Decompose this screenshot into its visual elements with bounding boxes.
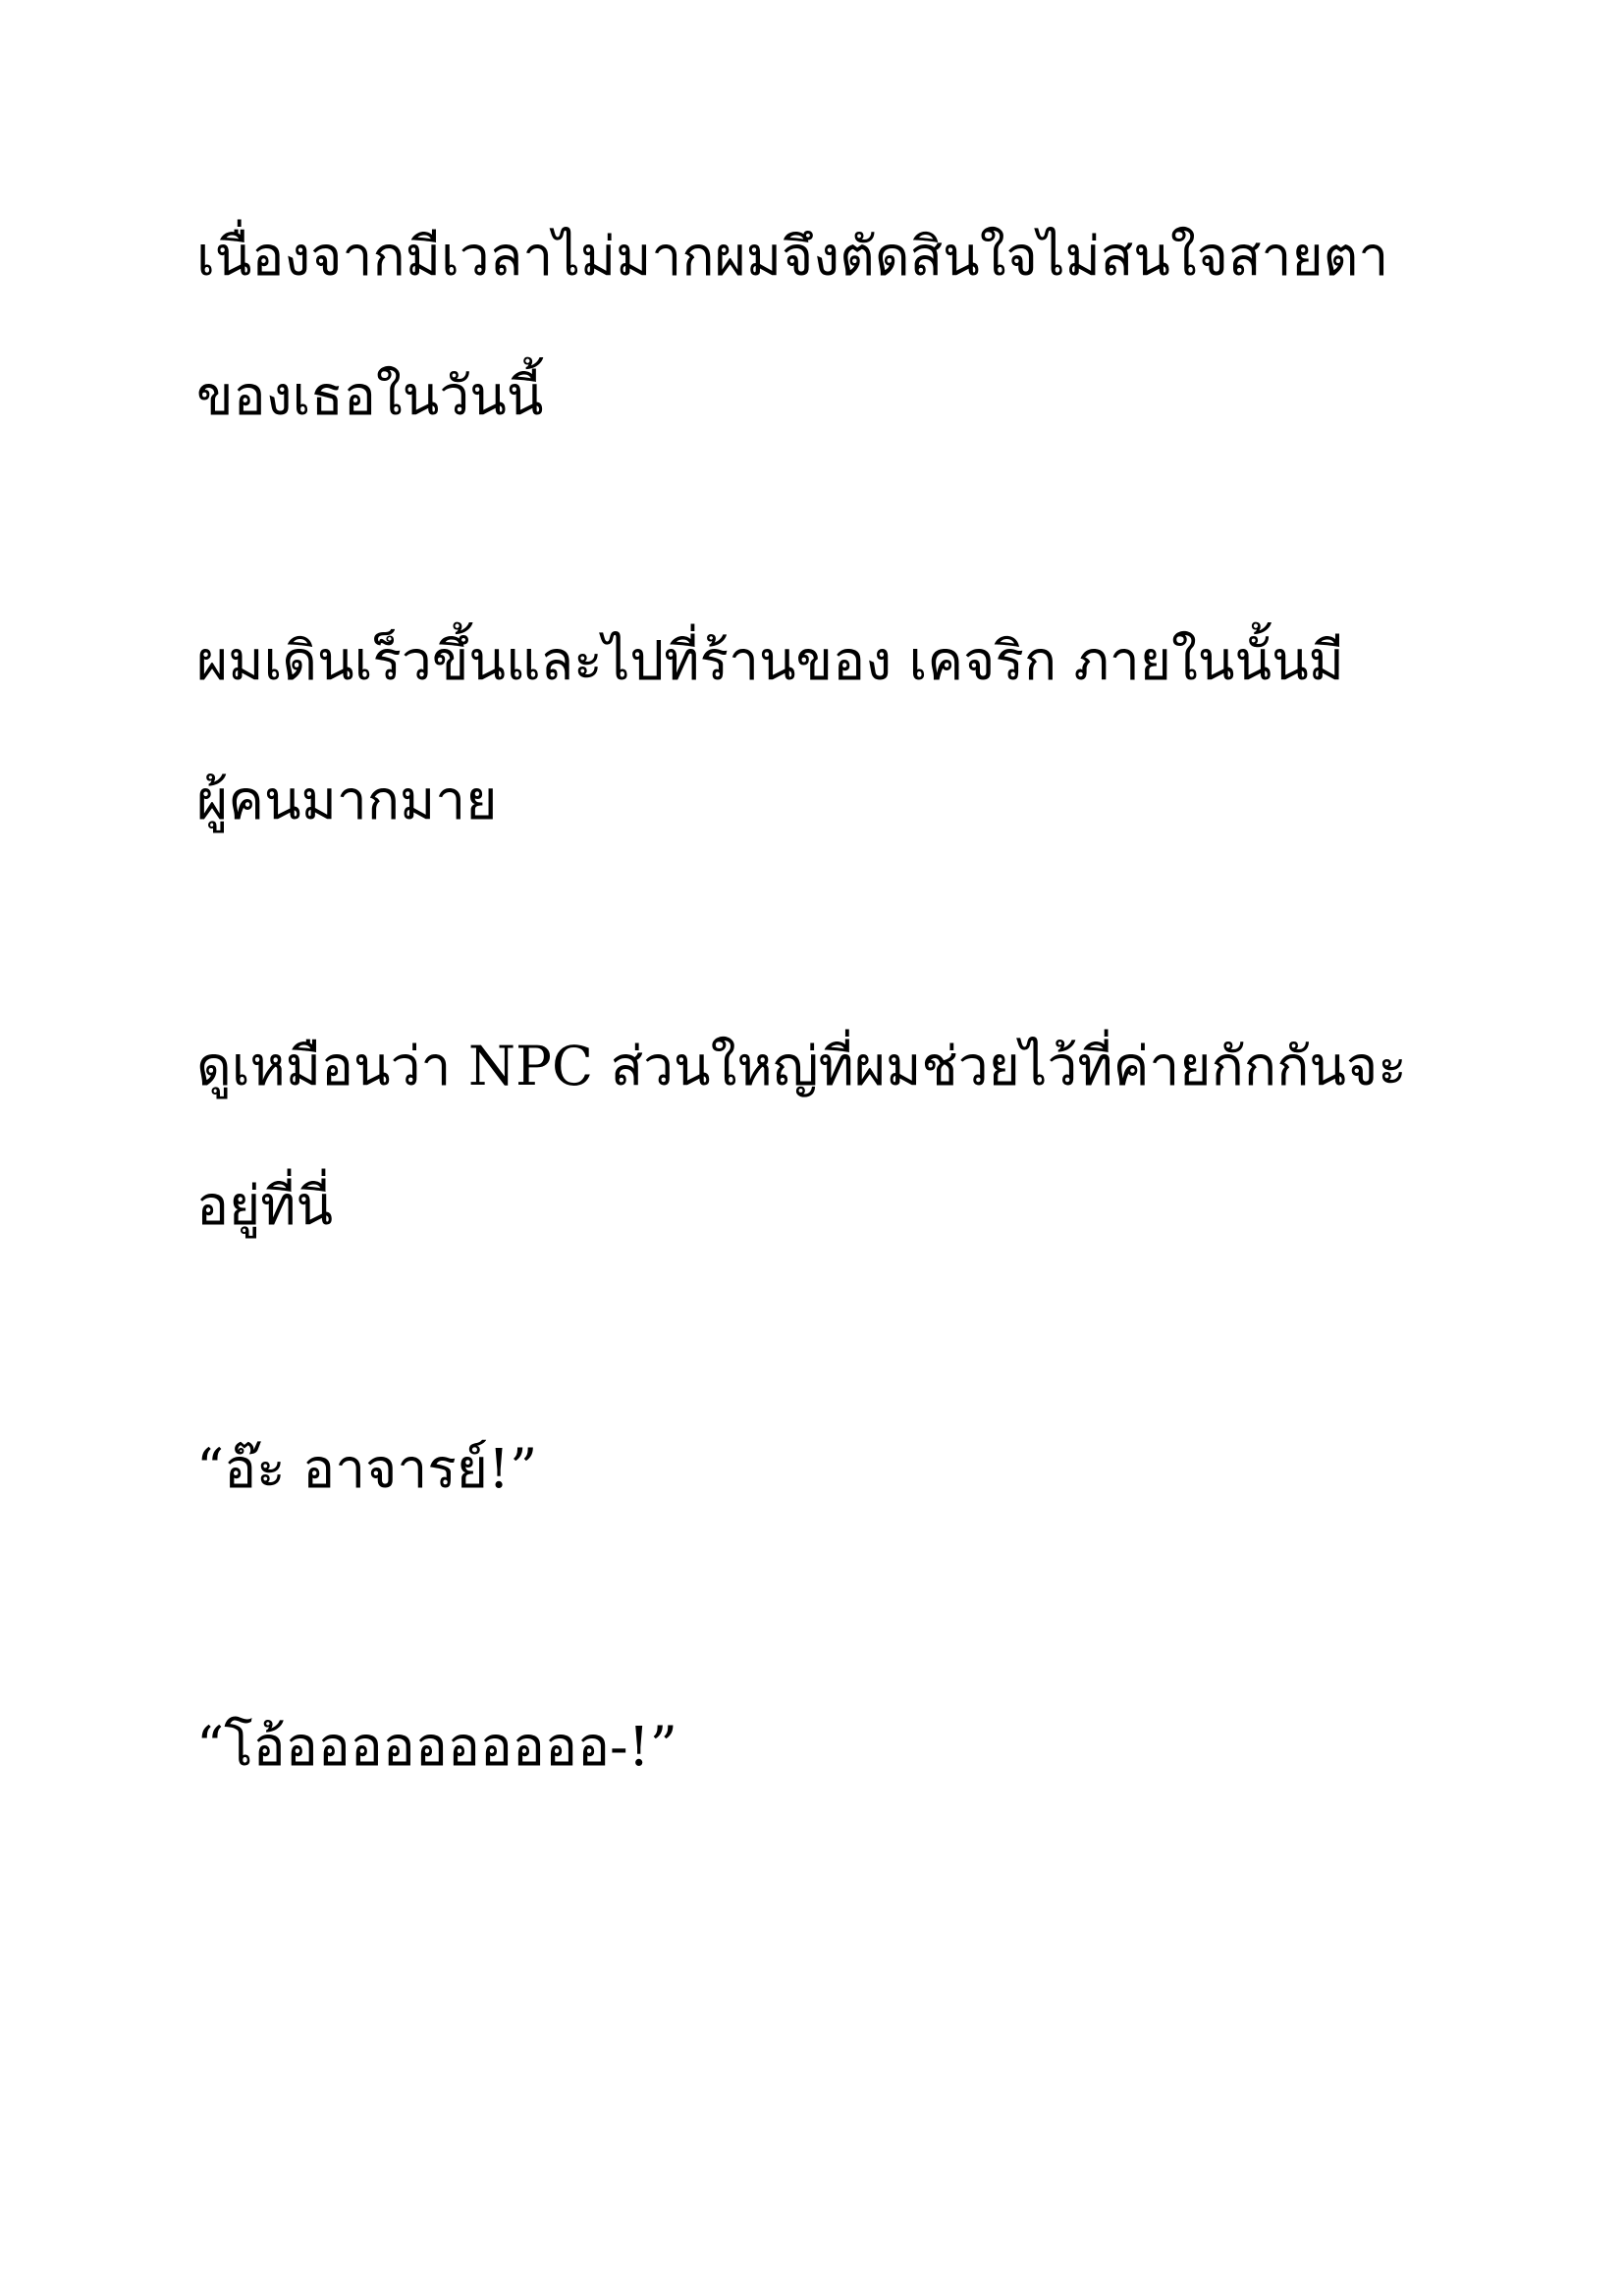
paragraph: ผมเดินเร็วขึ้นและไปที่ร้านของ เคจริก ภายในนั้นมีผู้คนมากมาย: [196, 629, 1344, 831]
paragraph: ดูเหมือนว่า NPC ส่วนใหญ่ที่ผมช่วยไว้ที่ค่ายกักกันจะอยู่ที่นี่: [196, 1035, 1407, 1237]
dialogue-line: “โอ้ออออออออออ-!”: [196, 1715, 677, 1778]
paragraph: เนื่องจากมีเวลาไม่มากผมจึงตัดสินใจไม่สนใจสายตาของเธอในวันนี้: [196, 225, 1389, 427]
dialogue-line: “อ๊ะ อาจารย์!”: [196, 1437, 538, 1500]
